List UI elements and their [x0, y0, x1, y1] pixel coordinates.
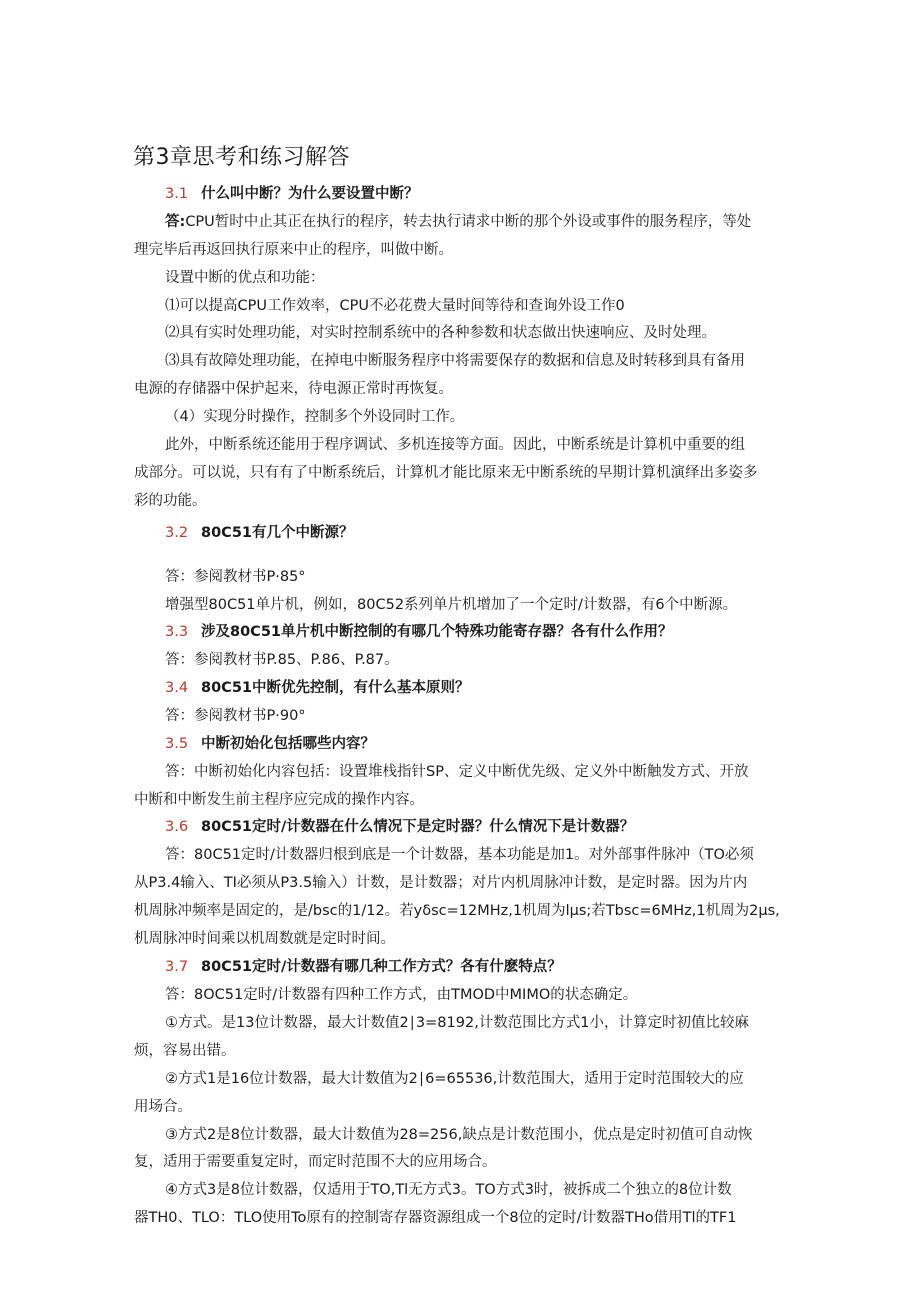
question-number: 3.4 — [165, 680, 189, 696]
question-number: 3.3 — [165, 624, 189, 640]
question-number: 3.5 — [165, 736, 189, 752]
answer-text: CPU暂时中止其正在执行的程序，转去执行请求中断的那个外设或事件的服务程序，等处 — [185, 214, 752, 230]
question-3-1 — [165, 184, 419, 204]
text-line: ②方式1是16位计数器，最大计数值为2∣6=65536,计数范围大，适用于定时范围较大的应 — [165, 1071, 744, 1087]
text-line: 用场合。 — [134, 1099, 192, 1115]
text-line: （4）实现分时操作，控制多个外设同时工作。 — [165, 409, 465, 425]
question-text: 80C51中断优先控制，有什么基本原则？ — [201, 680, 470, 696]
page-title: 第3章思考和练习解答 — [133, 145, 350, 170]
text-line: 成部分。可以说，只有有了中断系统后，计算机才能比原来无中断系统的早期计算机演绎出多姿多 — [134, 465, 758, 481]
question-text: 80C51有几个中断源？ — [201, 525, 354, 541]
text-line: 增强型80C51单片机，例如，80C52系列单片机增加了一个定时/计数器，有6个中断源。 — [165, 597, 738, 613]
question-3-7 — [165, 957, 562, 977]
question-text: 80C51定时/计数器有哪几种工作方式？各有什麽特点？ — [201, 959, 562, 975]
text-line: 答：参阅教材书P·90° — [165, 708, 306, 724]
text-line: 此外，中断系统还能用于程序调试、多机连接等方面。因此，中断系统是计算机中重要的组 — [165, 437, 745, 453]
text-line: ④方式3是8位计数器，仅适用于TO,Tl无方式3。TO方式3时，被拆成二个独立的8位计数 — [165, 1182, 732, 1198]
question-3-4 — [165, 678, 470, 698]
question-3-3 — [165, 622, 673, 642]
text-line: 答：80C51定时/计数器归根到底是一个计数器，基本功能是加1。对外部事件脉冲（TO必须 — [165, 847, 754, 863]
text-line: 答：8OC51定时/计数器有四种工作方式，由TMOD中MIMO的状态确定。 — [165, 987, 638, 1003]
question-3-5 — [165, 734, 375, 754]
question-text: 涉及80C51单片机中断控制的有哪几个特殊功能寄存器？各有什么作用？ — [201, 624, 673, 640]
text-line: ⑶具有故障处理功能，在掉电中断服务程序中将需要保存的数据和信息及时转移到具有备用 — [165, 353, 745, 369]
text-line: ③方式2是8位计数器，最大计数值为28=256,缺点是计数范围小，优点是定时初值可自动恢 — [165, 1127, 753, 1143]
question-3-2 — [165, 523, 354, 543]
text-line: 机周脉冲频率是固定的，是∕bsc的1/12。若yδsc=12MHz,1机周为lμs;若Tbsc=6MHz,1机周为2μs, — [134, 903, 780, 919]
text-line: ①方式。是13位计数器，最大计数值2∣3=8192,计数范围比方式1小，计算定时初值比较麻 — [165, 1015, 750, 1031]
text-line: 从P3.4输入、TI必须从P3.5输入）计数，是计数器；对片内机周脉冲计数，是定时器。因为片内 — [134, 875, 748, 891]
question-number: 3.1 — [165, 186, 189, 202]
answer-lead: 答: — [165, 214, 186, 230]
text-line: 复，适用于需要重复定时，而定时范围不大的应用场合。 — [134, 1154, 497, 1170]
answer-line — [165, 212, 751, 232]
text-line: 理完毕后再返回执行原来中止的程序，叫做中断。 — [134, 242, 453, 258]
text-line: 答：参阅教材书P.85、P.86、P.87。 — [165, 652, 399, 668]
text-line: 答：参阅教材书P·85° — [165, 569, 306, 585]
question-text: 中断初始化包括哪些内容？ — [201, 736, 375, 752]
text-line: ⑵具有实时处理功能，对实时控制系统中的各种参数和状态做出快速响应、及时处理。 — [165, 325, 716, 341]
text-line: 烦，容易出错。 — [134, 1043, 236, 1059]
text-line: 彩的功能。 — [134, 493, 207, 509]
text-line: 设置中断的优点和功能： — [165, 270, 325, 286]
text-line: 器TH0、TLO：TLO使用To原有的控制寄存器资源组成一个8位的定时/计数器THo借用Tl的TF1 — [134, 1210, 737, 1226]
question-number: 3.2 — [165, 525, 189, 541]
question-text: 80C51定时/计数器在什么情况下是定时器？什么情况下是计数器？ — [201, 819, 635, 835]
text-line: 答：中断初始化内容包括：设置堆栈指针SP、定义中断优先级、定义外中断触发方式、开放 — [165, 764, 749, 780]
question-text: 什么叫中断？为什么要设置中断？ — [201, 186, 419, 202]
question-number: 3.7 — [165, 959, 189, 975]
text-line: 机周脉冲时间乘以机周数就是定时时间。 — [134, 931, 395, 947]
question-3-6 — [165, 817, 634, 837]
text-line: 电源的存储器中保护起来，待电源正常时再恢复。 — [134, 381, 453, 397]
question-number: 3.6 — [165, 819, 189, 835]
text-line: 中断和中断发生前主程序应完成的操作内容。 — [134, 792, 424, 808]
text-line: ⑴可以提高CPU工作效率，CPU不必花费大量时间等待和查询外设工作0 — [165, 298, 625, 314]
